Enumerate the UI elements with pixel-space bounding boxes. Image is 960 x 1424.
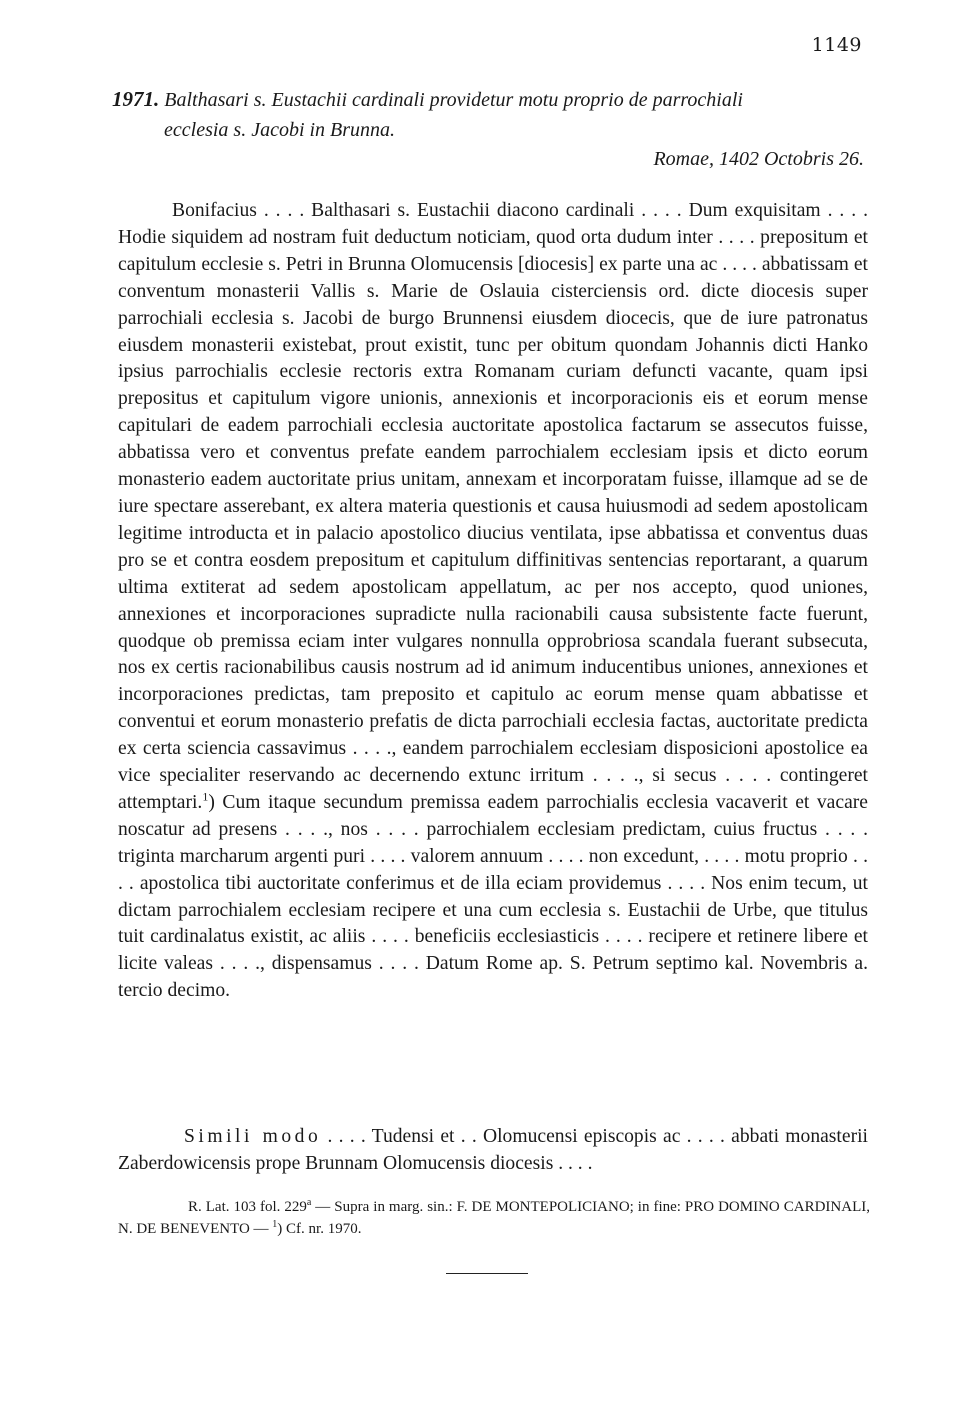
simili-modo-label: Simili modo — [184, 1126, 322, 1147]
simili-modo-paragraph — [118, 1124, 868, 1178]
note-marker: 1 — [202, 789, 209, 804]
entry-title-line2: ecclesia s. Jacobi in Brunna. — [164, 119, 396, 141]
footnote-ref-text: ) Cf. nr. 1970. — [277, 1221, 362, 1237]
body-paragraph — [118, 198, 868, 1005]
footnote — [118, 1196, 870, 1240]
body-text-before-note: Bonifacius . . . . Balthasari s. Eustachii diacono cardinali . . . . Dum exquisitam . . . . Hodie siquidem ad nostram fuit deductum noticiam, quod orta dudum inter . . . . prepositum et capitulum ecclesie s. Petri in Brunna Olomucensis [diocesis] ex parte una ac . . . . abbatissam et conventum monasterii Vallis s. Marie de Oslauia cisterciensis ord. dicte diocesis super parrochiali ecclesia s. Jacobi de burgo Brunnensi eiusdem diocecis, que de iure patronatus eiusdem monasterii existebat, prout existit, tunc per obitum quondam Johannis dicti Hanko ipsius parrochialis ecclesie rectoris extra Romanam curiam defuncti vacante, quam ipsi prepositus et capitulum vigore unionis, annexionis et incorporacionis eis et eorum mense capitulari de eadem parrochiali ecclesia auctoritate apostolica factarum se assecutos fuisse, abbatissa vero et conventus prefate eandem parrochialem ecclesiam ipsis et dicto eorum monasterio eadem auctoritate prius unitam, annexam et incorporatam fuisse, illamque ad se de iure spectare asserebant, ex altera materia questionis et causa huiusmodi ad sedem apostolicam legitime introducta et in palacio apostolico diucius ventilata, ipse abbatissa et conventus duas pro se et contra eosdem prepositum et capitulum diffinitivas sentencias reportarant, a quarum ultima extiterat ad sedem apostolicam appellatum, ac per nos accepto, quod uniones, annexiones et incorporaciones supradicte nulla racionabili causa subsistente facte fuerunt, quodque ob premissa eciam inter vulgares nonnulla opprobriosa scandala fuerant subsecuta, nos ex certis racionabilibus causis nostrum ad id animum inducentibus uniones, annexiones et incorporaciones predictas, tam preposito et capitulo ac eorum mense quam abbatisse et conventui et eorum monasterio prefatis de dicta parrochiali ecclesia factas, auctoritate predicta ex certa sciencia cassavimus . . . ., eandem parrochialem ecclesiam disposicioni apostolice ea vice specialiter reservando ac decernendo extunc irritum . . . ., si secus . . . . contingeret attemptari. — [118, 200, 868, 813]
document-body — [118, 198, 868, 1005]
body-text-after-note: ) Cum itaque secundum premissa eadem parrochialis ecclesia vacaverit et vacare noscatur ad presens . . . ., nos . . . . parrochialem ecclesiam predictam, cuius fructus . . . . triginta marcharum argenti puri . . . . valorem annuum . . . . non excedunt, . . . . motu proprio . . . . apostolica tibi auctoritate conferimus et de illa eciam providemus . . . . Nos enim tecum, ut dictam parrochialem ecclesiam recipere et una cum ecclesia s. Eustachii de Urbe, que titulus tuit cardinalatus existit, ac aliis . . . . beneficiis ecclesiasticis . . . . recipere et retinere libere et licite valeas . . . ., dispensamus . . . . Datum Rome ap. S. Petrum septimo kal. Novembris a. tercio decimo. — [118, 791, 868, 1002]
simili-modo-text: . . . . Tudensi et . . Olomucensi episcopis ac . . . . abbati monasterii Zaberdowicensis prope Brunnam Olomucensis diocesis . . . . — [118, 1126, 868, 1174]
footnote-registry-sup: a — [306, 1197, 312, 1208]
footnote-text: — Supra in marg. sin.: F. DE MONTEPOLICIANO; in fine: PRO DOMINO CARDINALI, N. DE BENEVENTO — — [118, 1199, 870, 1237]
entry-number: 1971. — [112, 87, 160, 111]
footnote-ref-sup: 1 — [272, 1219, 278, 1230]
page-number: 1149 — [811, 34, 862, 56]
closing-rule — [446, 1273, 528, 1274]
footnote-registry: R. Lat. 103 fol. 229 — [188, 1199, 307, 1215]
dateline: Romae, 1402 Octobris 26. — [653, 148, 864, 170]
entry-title-line1: Balthasari s. Eustachii cardinali providetur motu proprio de parrochiali — [164, 89, 743, 111]
entry-heading — [112, 84, 872, 145]
